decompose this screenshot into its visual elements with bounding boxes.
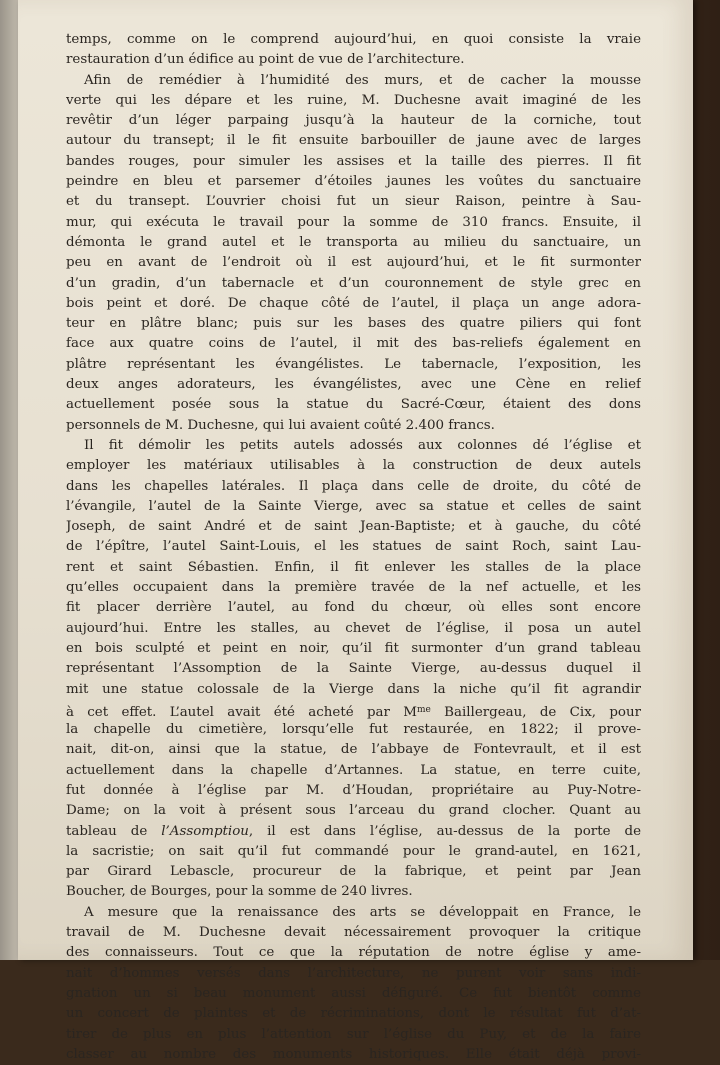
text-line: restauration d’un édifice au point de vue de l’architecture. [66, 52, 465, 68]
text-line: d’un gradin, d’un tabernacle et d’un couronnement de style grec en [66, 275, 641, 291]
text-line: Dame; on la voit à présent sous l’arceau du grand clocher. Quant au [66, 803, 641, 819]
text-line: classer au nombre des monuments historiques. Elle était déjà provi- [66, 1046, 641, 1062]
text-line: par Girard Lebascle, procureur de la fabrique, et peint par Jean [66, 864, 641, 880]
text-line: bois peint et doré. De chaque côté de l’autel, il plaça un ange adora- [66, 295, 641, 311]
text-line: tableau de l’Assomptiou, il est dans l’église, au-dessus de la porte de [66, 823, 641, 839]
text-line: Afin de remédier à l’humidité des murs, et de cacher la mousse [84, 72, 641, 88]
text-line: revêtir d’un léger parpaing jusqu’à la hauteur de la corniche, tout [66, 113, 641, 129]
text-line: nait, dit-on, ainsi que la statue, de l’abbaye de Fontevrault, et il est [66, 742, 641, 758]
text-line: Il fit démolir les petits autels adossés aux colonnes dé l’église et [84, 437, 641, 453]
text-line: verte qui les dépare et les ruine, M. Duchesne avait imaginé de les [66, 92, 641, 108]
text-line: mit une statue colossale de la Vierge dans la niche qu’il fit agrandir [66, 681, 641, 697]
text-line: dans les chapelles latérales. Il plaça dans celle de droite, du côté de [66, 478, 641, 494]
text-line: employer les matériaux utilisables à la construction de deux autels [66, 458, 641, 474]
text-line: gnation un si beau monument aussi défiguré. Ce fut bientôt comme [66, 985, 641, 1001]
text-line: l’évangile, l’autel de la Sainte Vierge, avec sa statue et celles de saint [66, 498, 641, 514]
body-text [66, 30, 641, 1065]
text-line: personnels de M. Duchesne, qui lui avaient coûté 2.400 francs. [66, 417, 495, 433]
text-line: teur en plâtre blanc; puis sur les bases des quatre piliers qui font [66, 316, 641, 332]
text-line: mur, qui exécuta le travail pour la somme de 310 francs. Ensuite, il [66, 214, 641, 230]
text-line: travail de M. Duchesne devait nécessairement provoquer la critique [66, 925, 641, 941]
text-line: et du transept. L’ouvrier choisi fut un sieur Raison, peintre à Sau- [66, 194, 641, 210]
text-line: la chapelle du cimetière, lorsqu’elle fut restaurée, en 1822; il prove- [66, 722, 641, 738]
text-line: nait d’hommes versés dans l’architecture, ne purent voir sans indi- [66, 965, 641, 981]
text-line: temps, comme on le comprend aujourd’hui, en quoi consiste la vraie [66, 32, 641, 47]
text-line: Joseph, de saint André et de saint Jean-Baptiste; et à gauche, du côté [66, 519, 641, 535]
text-line: A mesure que la renaissance des arts se développait en France, le [84, 904, 641, 920]
text-line: démonta le grand autel et le transporta au milieu du sanctuaire, un [66, 234, 641, 250]
text-line: deux anges adorateurs, les évangélistes, avec une Cène en relief [66, 377, 641, 393]
text-line: actuellement posée sous la statue du Sacré-Cœur, étaient des dons [66, 397, 641, 413]
text-line: fut donnée à l’église par M. d’Houdan, propriétaire au Puy-Notre- [66, 782, 641, 798]
text-line: fit placer derrière l’autel, au fond du chœur, où elles sont encore [66, 600, 641, 616]
text-line: Boucher, de Bourges, pour la somme de 240 livres. [66, 884, 413, 900]
text-line: de l’épître, l’autel Saint-Louis, el les statues de saint Roch, saint Lau- [66, 539, 641, 555]
text-line: tirer de plus en plus l’attention sur l’église du Puy, et de la faire [66, 1026, 641, 1042]
text-line: peu en avant de l’endroit où il est aujourd’hui, et le fit surmonter [66, 255, 641, 271]
text-line: la sacristie; on sait qu’il fut commandé pour le grand-autel, en 1621, [66, 843, 641, 859]
text-line: en bois sculpté et peint en noir, qu’il fit surmonter d’un grand tableau [66, 640, 641, 656]
text-line: face aux quatre coins de l’autel, il mit des bas-reliefs également en [66, 336, 641, 352]
text-line: qu’elles occupaient dans la première travée de la nef actuelle, et les [66, 580, 641, 596]
text-line: aujourd’hui. Entre les stalles, au chevet de l’église, il posa un autel [66, 620, 641, 636]
text-line: autour du transept; il le fit ensuite barbouiller de jaune avec de larges [66, 133, 641, 149]
text-line: bandes rouges, pour simuler les assises et la taille des pierres. Il fit [66, 153, 641, 169]
text-line: actuellement dans la chapelle d’Artannes. La statue, en terre cuite, [66, 762, 641, 778]
text-line: représentant l’Assomption de la Sainte Vierge, au-dessus duquel il [66, 661, 641, 677]
text-line: rent et saint Sébastien. Enfin, il fit enlever les stalles de la place [66, 559, 641, 575]
text-line: plâtre représentant les évangélistes. Le tabernacle, l’exposition, les [66, 356, 641, 372]
text-line: un concert de plaintes et de récriminations, dont le résultat fut d’at- [66, 1006, 641, 1022]
text-line: des connaisseurs. Tout ce que la réputation de notre église y ame- [66, 945, 641, 961]
text-line: peindre en bleu et parsemer d’étoiles jaunes les voûtes du sanctuaire [66, 174, 641, 190]
book-page [18, 0, 693, 1062]
text-line: à cet effet. L’autel avait été acheté par $M^{me}$ Baillergeau, de Cix, pour [66, 704, 641, 720]
